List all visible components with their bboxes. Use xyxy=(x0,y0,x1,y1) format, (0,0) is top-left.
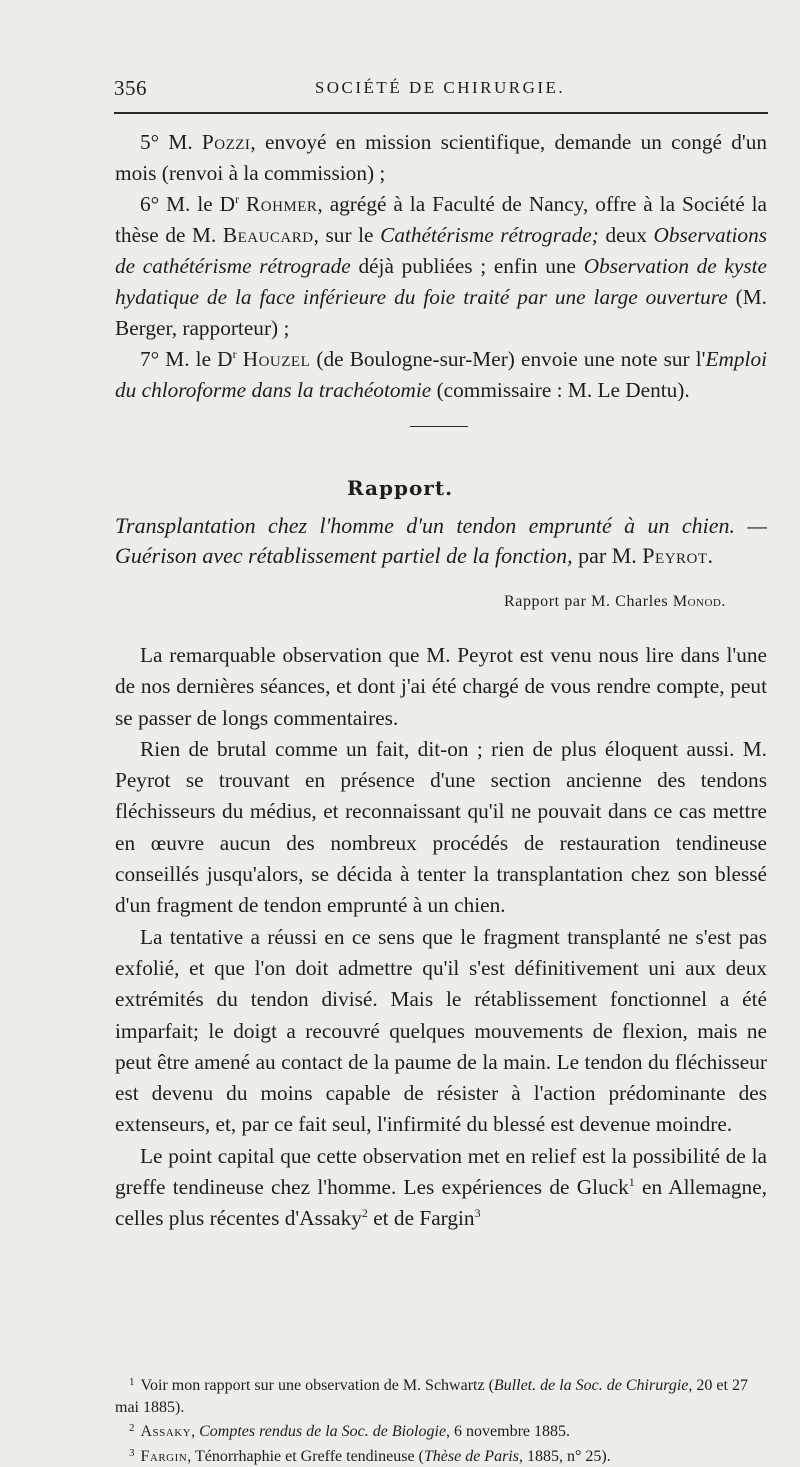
section-divider xyxy=(410,426,468,427)
footnote-ref[interactable]: 2 xyxy=(362,1206,368,1220)
report-author: Peyrot xyxy=(642,543,707,568)
header-rule xyxy=(114,112,768,114)
page-header xyxy=(112,76,768,106)
paragraph: La remarquable observation que M. Peyrot est venu nous lire dans l'une de nos dernières séances, et dont j'ai été chargé de vous rendre compte, peut se passer de longs commentaires. xyxy=(115,640,767,734)
paragraph: La tentative a réussi en ce sens que le fragment transplanté ne s'est pas exfolié, et que l'on doit admettre qu'il s'est définitivement uni aux deux extrémités du tendon divisé. Mais le rétablissement fonctionnel a été imparfait; le doigt a recouvré quelques mouvements de flexion, mais ne peut être amené au contact de la paume de la main. Le tendon du fléchisseur est devenu du moins capable de résister à l'action prédominante des extenseurs, et, par ce fait seul, l'infirmité du blessé est devenue moindre. xyxy=(115,922,767,1141)
footnote: $^2$ Assaky, Comptes rendus de la Soc. de Biologie, 6 novembre 1885. xyxy=(115,1418,767,1443)
list-item: 7° M. le $D^r$ Houzel (de Boulogne-sur-Mer) envoie une note sur l'Emploi du chloroforme dans la trachéotomie (commissaire : M. Le Dentu). xyxy=(115,344,767,406)
report-title-text: Transplantation chez l'homme d'un tendon emprunté à un chien. — Guérison avec rétablissement partiel de la fonction, xyxy=(115,513,767,568)
list-item: 6° M. le $D^r$ Rohmer, agrégé à la Faculté de Nancy, offre à la Société la thèse de M. Beaucard, sur le Cathétérisme rétrograde; deux Observations de cathétérisme rétrograde déjà publiées ; enfin une Observation de kyste hydatique de la face inférieure du foie traité par une large ouverture (M. Berger, rapporteur) ; xyxy=(115,189,767,344)
paragraph: Le point capital que cette observation met en relief est la possibilité de la greffe tendineuse chez l'homme. Les expériences de Gluck$^1$ en Allemagne, celles plus récentes d'Assaky$^2$ et de Fargin$^3$ xyxy=(115,1141,767,1235)
list-item: 5° M. Pozzi, envoyé en mission scientifique, demande un congé d'un mois (renvoi à la commission) ; xyxy=(115,127,767,189)
section-heading: Rapport. xyxy=(0,476,800,500)
page-number: 356 xyxy=(114,76,147,101)
rapporteur-line: Rapport par M. Charles Monod. xyxy=(0,593,726,611)
report-title: Transplantation chez l'homme d'un tendon emprunté à un chien. — Guérison avec rétablissement partiel de la fonction, par M. Peyrot. xyxy=(115,511,767,571)
report-body xyxy=(115,640,767,1235)
footnotes xyxy=(115,1372,767,1467)
footnote: $^3$ Fargin, Ténorrhaphie et Greffe tendineuse (Thèse de Paris, 1885, n° 25). xyxy=(115,1443,767,1467)
paragraph: Rien de brutal comme un fait, dit-on ; rien de plus éloquent aussi. M. Peyrot se trouvant en présence d'une section ancienne des tendons fléchisseurs du médius, et reconnaissant qu'il ne pouvait dans ce cas mettre en œuvre aucun des nombreux procédés de restauration tendineuse conseillés jusqu'alors, se décida à tenter la transplantation chez son blessé d'un fragment de tendon emprunté à un chien. xyxy=(115,734,767,922)
running-head: SOCIÉTÉ DE CHIRURGIE. xyxy=(112,78,768,98)
correspondence-list xyxy=(115,127,767,406)
footnote-ref[interactable]: 1 xyxy=(629,1175,635,1189)
footnote: $^1$ Voir mon rapport sur une observation de M. Schwartz (Bullet. de la Soc. de Chirurgie, 20 et 27 mai 1885). xyxy=(115,1372,767,1418)
footnote-ref[interactable]: 3 xyxy=(475,1206,481,1220)
